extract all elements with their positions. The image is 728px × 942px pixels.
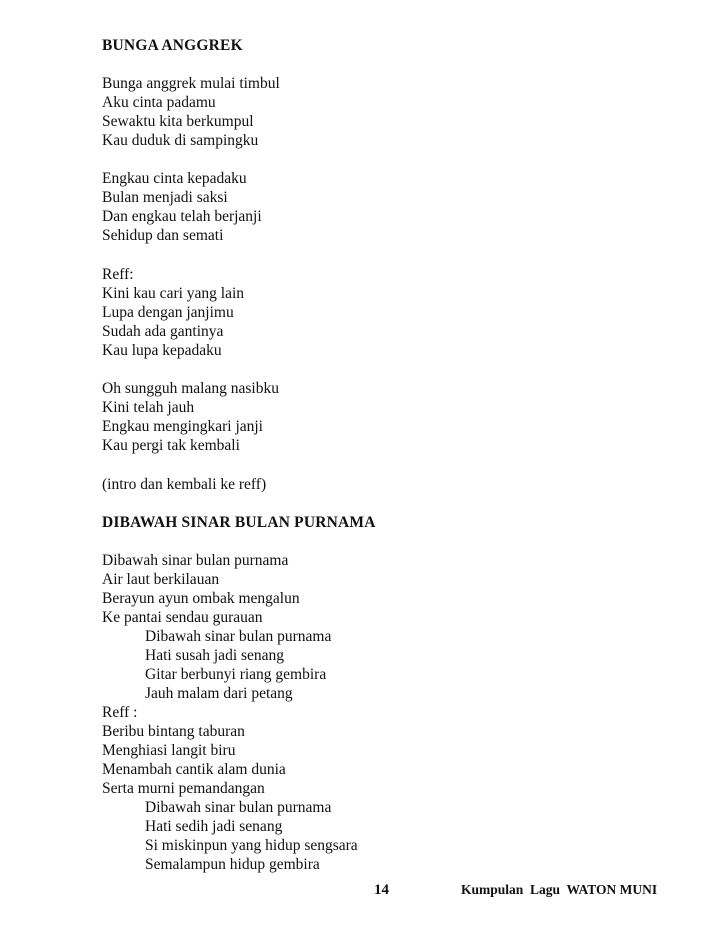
song-note: (intro dan kembali ke reff) — [102, 476, 267, 493]
lyric-line: Dibawah sinar bulan purnama — [102, 552, 289, 569]
lyric-line: Beribu bintang taburan — [102, 723, 245, 740]
lyric-line: Kau lupa kepadaku — [102, 342, 222, 359]
lyric-line: Aku cinta padamu — [102, 94, 216, 111]
lyric-line: Si miskinpun yang hidup sengsara — [145, 837, 358, 854]
lyric-line: Kau pergi tak kembali — [102, 437, 240, 454]
song-title: DIBAWAH SINAR BULAN PURNAMA — [102, 514, 376, 531]
book-title: Kumpulan Lagu WATON MUNI — [461, 882, 658, 897]
lyric-line: Engkau cinta kepadaku — [102, 170, 247, 187]
lyric-line: Lupa dengan janjimu — [102, 304, 234, 321]
lyric-line: Kini kau cari yang lain — [102, 285, 245, 302]
lyric-line: Dibawah sinar bulan purnama — [145, 799, 332, 816]
lyric-line: Jauh malam dari petang — [145, 685, 293, 702]
lyric-line: Sudah ada gantinya — [102, 323, 224, 340]
lyric-line: Bulan menjadi saksi — [102, 189, 228, 206]
lyric-line: Menambah cantik alam dunia — [102, 761, 286, 778]
lyric-line: Gitar berbunyi riang gembira — [145, 666, 327, 683]
lyric-line: Dan engkau telah berjanji — [102, 208, 262, 225]
reff-label: Reff: — [102, 266, 134, 283]
lyric-line: Kau duduk di sampingku — [102, 132, 259, 149]
song-title: BUNGA ANGGREK — [102, 37, 243, 54]
lyric-line: Hati susah jadi senang — [145, 647, 285, 664]
lyric-line: Berayun ayun ombak mengalun — [102, 590, 300, 607]
lyric-line: Sehidup dan semati — [102, 227, 224, 244]
lyric-line: Sewaktu kita berkumpul — [102, 113, 254, 130]
lyric-line: Engkau mengingkari janji — [102, 418, 263, 435]
lyric-line: Ke pantai sendau gurauan — [102, 609, 263, 626]
lyric-line: Kini telah jauh — [102, 399, 195, 416]
reff-label: Reff : — [102, 704, 138, 721]
lyric-line: Dibawah sinar bulan purnama — [145, 628, 332, 645]
lyric-line: Menghiasi langit biru — [102, 742, 236, 759]
lyric-line: Oh sungguh malang nasibku — [102, 380, 279, 397]
page-number: 14 — [374, 882, 389, 898]
lyric-line: Air laut berkilauan — [102, 571, 220, 588]
lyric-line: Semalampun hidup gembira — [145, 856, 320, 873]
lyric-line: Bunga anggrek mulai timbul — [102, 75, 280, 92]
lyric-line: Hati sedih jadi senang — [145, 818, 283, 835]
lyric-line: Serta murni pemandangan — [102, 780, 265, 797]
